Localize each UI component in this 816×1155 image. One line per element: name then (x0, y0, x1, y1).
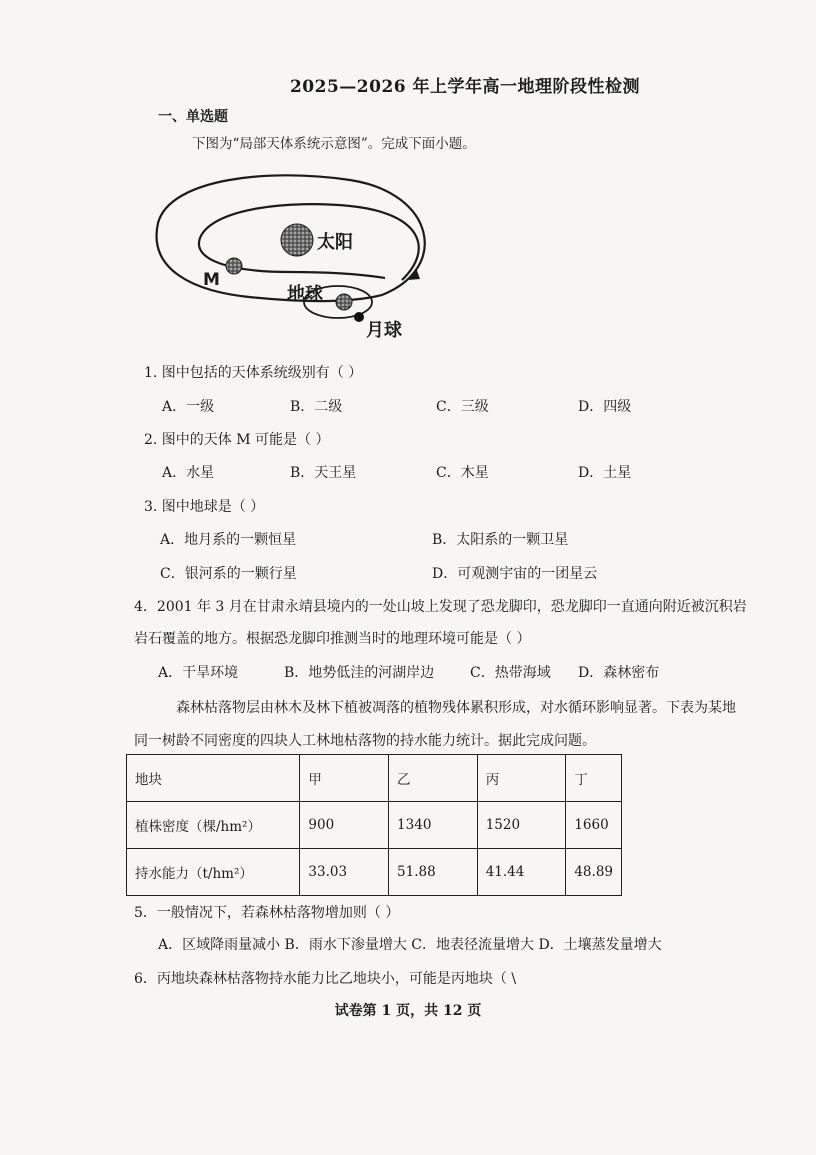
passage-line-2: 同一树龄不同密度的四块人工林地枯落物的持水能力统计。据此完成问题。 (134, 733, 596, 749)
table-row (127, 849, 622, 896)
table-row (127, 802, 622, 849)
table-cell: 1660 (566, 802, 622, 849)
q4-option-d: D．森林密布 (578, 665, 660, 681)
table-cell: 持水能力（t/hm²） (127, 849, 300, 896)
page-title: 2025—2026 年上学年高一地理阶段性检测 (289, 77, 641, 97)
sun-icon (281, 224, 313, 256)
intro-text: 下图为“局部天体系统示意图”。完成下面小题。 (192, 136, 476, 152)
label-moon: 月球 (366, 320, 402, 341)
q3-option-c: C．银河系的一颗行星 (160, 566, 297, 582)
q4-option-a: A．干旱环境 (158, 665, 239, 681)
q2-option-b: B．天王星 (290, 465, 357, 481)
table-cell: 丁 (566, 755, 622, 802)
label-sun: 太阳 (317, 232, 353, 253)
label-m: M (203, 270, 220, 290)
q2-option-d: D．土星 (578, 465, 632, 481)
page-footer: 试卷第 1 页，共 12 页 (334, 1003, 482, 1019)
question-3-stem: 3. 图中地球是（ ） (144, 499, 265, 515)
question-5-stem: 5．一般情况下，若森林枯落物增加则（ ） (134, 905, 400, 921)
earth-icon (336, 294, 352, 310)
q2-option-a: A．水星 (162, 465, 215, 481)
label-earth: 地球 (287, 284, 323, 305)
section-heading: 一、单选题 (158, 109, 228, 125)
litter-water-holding-table (126, 754, 622, 896)
question-2-stem: 2. 图中的天体 M 可能是（ ） (144, 432, 330, 448)
q3-option-a: A．地月系的一颗恒星 (160, 532, 297, 548)
q4-option-c: C．热带海域 (470, 665, 551, 681)
table-row (127, 755, 622, 802)
question-4-stem-line-2: 岩石覆盖的地方。根据恐龙脚印推测当时的地理环境可能是（ ） (134, 631, 531, 647)
q2-option-c: C．木星 (436, 465, 489, 481)
table-cell: 33.03 (300, 849, 389, 896)
table-cell: 41.44 (477, 849, 566, 896)
table-cell: 丙 (477, 755, 566, 802)
table-cell: 甲 (300, 755, 389, 802)
q1-option-d: D．四级 (578, 399, 632, 415)
table-cell: 1340 (389, 802, 478, 849)
table-cell: 48.89 (566, 849, 622, 896)
q1-option-b: B．二级 (290, 399, 343, 415)
question-6-stem: 6．丙地块森林枯落物持水能力比乙地块小，可能是丙地块（ \ (134, 971, 517, 987)
table-cell: 植株密度（棵/hm²） (127, 802, 300, 849)
q4-option-b: B．地势低洼的河湖岸边 (284, 665, 435, 681)
table-cell: 乙 (389, 755, 478, 802)
table-cell: 1520 (477, 802, 566, 849)
q1-option-a: A．一级 (162, 399, 215, 415)
q5-options: A．区域降雨量减小 B．雨水下渗量增大 C．地表径流量增大 D．土壤蒸发量增大 (158, 937, 662, 953)
question-4-stem-line-1: 4．2001 年 3 月在甘肃永靖县境内的一处山坡上发现了恐龙脚印，恐龙脚印一直通向附近被沉积岩 (134, 599, 747, 615)
q1-option-c: C．三级 (436, 399, 489, 415)
table-cell: 900 (300, 802, 389, 849)
passage-line-1: 森林枯落物层由林木及林下植被凋落的植物残体累积形成，对水循环影响显著。下表为某地 (176, 700, 736, 716)
question-1-stem: 1. 图中包括的天体系统级别有（ ） (144, 365, 363, 381)
celestial-system-diagram (150, 168, 440, 348)
q3-option-d: D．可观测宇宙的一团星云 (432, 566, 598, 582)
moon-icon (354, 312, 364, 322)
table-cell: 51.88 (389, 849, 478, 896)
table-cell: 地块 (127, 755, 300, 802)
planet-m-icon (226, 258, 242, 274)
q3-option-b: B．太阳系的一颗卫星 (432, 532, 569, 548)
